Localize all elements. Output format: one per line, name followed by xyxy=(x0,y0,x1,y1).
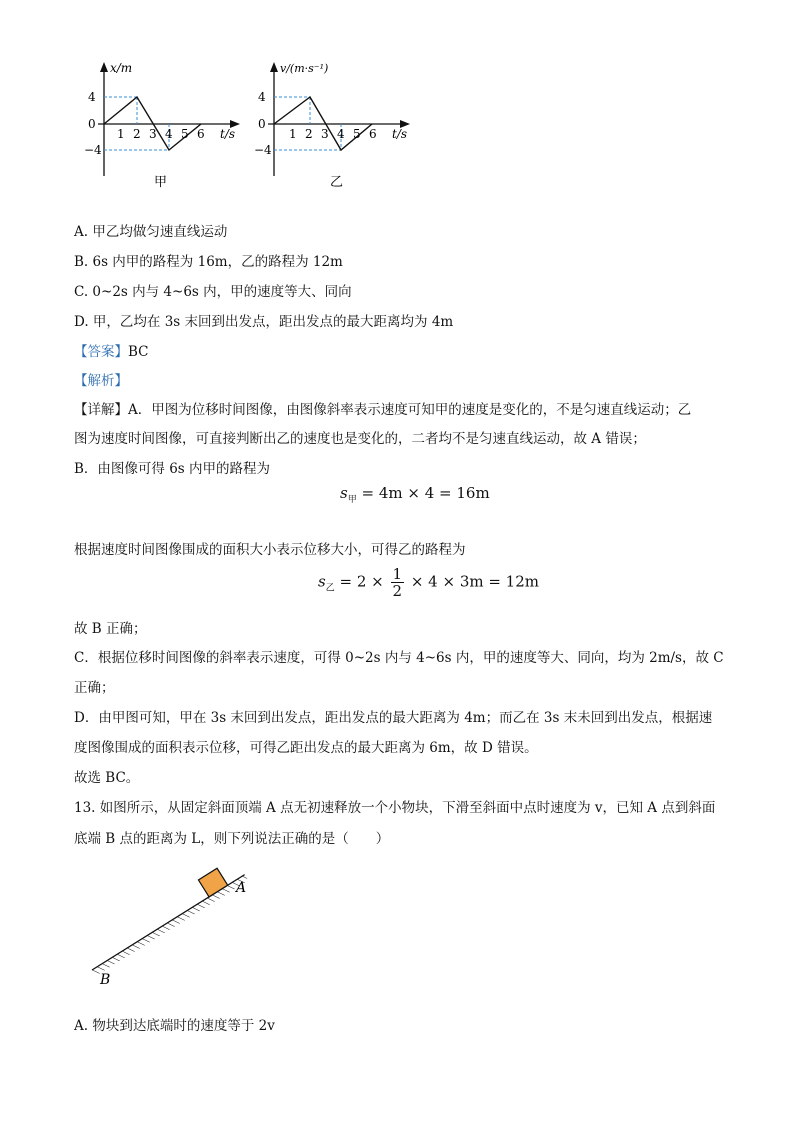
label-a: A xyxy=(236,880,247,896)
graph-jia xyxy=(84,58,244,190)
x-axis-label: t/s xyxy=(220,127,236,141)
svg-text:3: 3 xyxy=(149,127,157,141)
svg-text:2: 2 xyxy=(305,127,313,141)
svg-text:6: 6 xyxy=(369,127,377,141)
svg-text:4: 4 xyxy=(165,127,173,141)
question-13-option-a: A. 物块到达底端时的速度等于 2v xyxy=(74,1018,275,1034)
question-13-line-2: 底端 B 点的距离为 L，则下列说法正确的是（ ） xyxy=(74,831,390,847)
option-a: A. 甲乙均做匀速直线运动 xyxy=(74,224,228,240)
eq2-mid: = 2 × xyxy=(339,572,384,591)
svg-text:0: 0 xyxy=(258,117,266,131)
svg-text:1: 1 xyxy=(289,127,297,141)
fraction-num: 1 xyxy=(392,565,403,583)
detail-line-8: D．由甲图可知，甲在 3s 末回到出发点，距出发点的最大距离为 4m；而乙在 3s 末未回到出发点，根据速 xyxy=(74,710,713,726)
svg-text:2: 2 xyxy=(133,127,141,141)
svg-text:−4: −4 xyxy=(254,143,272,157)
answer-value: BC xyxy=(128,344,149,360)
y-axis-label: x/m xyxy=(110,61,133,75)
detail-line-2: 图为速度时间图像，可直接判断出乙的速度也是变化的，二者均不是匀速直线运动，故 A 错误； xyxy=(74,431,646,447)
question-13-line-1: 13. 如图所示，从固定斜面顶端 A 点无初速释放一个小物块，下滑至斜面中点时速度为 v，已知 A 点到斜面 xyxy=(74,800,716,816)
detail-text-1: A．甲图为位移时间图像，由图像斜率表示速度可知甲的速度是变化的，不是匀速直线运动；乙 xyxy=(128,402,692,418)
eq1-rhs: = 4m × 4 = 16m xyxy=(361,484,490,502)
option-b: B. 6s 内甲的路程为 16m，乙的路程为 12m xyxy=(74,254,343,270)
svg-text:4: 4 xyxy=(337,127,345,141)
option-d: D. 甲，乙均在 3s 末回到出发点，距出发点的最大距离均为 4m xyxy=(74,314,454,330)
svg-text:5: 5 xyxy=(353,127,361,141)
equation-2 xyxy=(318,566,539,599)
analysis-tag: 【解析】 xyxy=(74,373,128,389)
detail-line-9: 度图像围成的面积表示位移，可得乙距出发点的最大距离为 6m，故 D 错误。 xyxy=(74,740,538,756)
x-axis-label: t/s xyxy=(392,127,408,141)
fraction xyxy=(391,566,405,599)
graph-caption: 甲 xyxy=(154,175,168,190)
detail-line-3: B．由图像可得 6s 内甲的路程为 xyxy=(74,461,271,477)
svg-text:4: 4 xyxy=(88,90,96,104)
detail-line-1 xyxy=(74,398,691,418)
incline-diagram xyxy=(84,852,274,992)
answer-line xyxy=(74,340,149,360)
equation-1 xyxy=(340,484,490,505)
answer-tag: 【答案】 xyxy=(74,344,128,360)
svg-text:4: 4 xyxy=(258,90,266,104)
svg-text:1: 1 xyxy=(117,127,125,141)
fraction-den: 2 xyxy=(392,582,403,600)
eq1-lhs: s xyxy=(340,484,348,502)
eq2-rhs: × 4 × 3m = 12m xyxy=(410,572,539,591)
detail-line-7: 正确； xyxy=(74,680,115,696)
detail-line-4: 根据速度时间图像围成的面积大小表示位移大小，可得乙的路程为 xyxy=(74,542,466,558)
eq2-sub: 乙 xyxy=(325,583,335,594)
svg-text:5: 5 xyxy=(181,127,189,141)
graph-caption: 乙 xyxy=(330,175,344,190)
label-b: B xyxy=(100,972,111,988)
svg-text:3: 3 xyxy=(321,127,329,141)
eq1-sub: 甲 xyxy=(347,495,357,505)
svg-text:−4: −4 xyxy=(84,143,102,157)
eq2-lhs: s xyxy=(318,572,326,591)
svg-text:6: 6 xyxy=(197,127,205,141)
option-c: C. 0~2s 内与 4~6s 内，甲的速度等大、同向 xyxy=(74,284,352,300)
detail-tag: 【详解】 xyxy=(74,402,128,418)
y-axis-label: v/(m·s⁻¹) xyxy=(280,62,329,75)
detail-line-5: 故 B 正确； xyxy=(74,621,147,637)
graph-yi xyxy=(254,58,424,190)
detail-line-10: 故选 BC。 xyxy=(74,770,140,786)
detail-line-6: C．根据位移时间图像的斜率表示速度，可得 0~2s 内与 4~6s 内，甲的速度等大、同向，均为 2m/s，故 C xyxy=(74,650,724,666)
svg-text:0: 0 xyxy=(88,117,96,131)
